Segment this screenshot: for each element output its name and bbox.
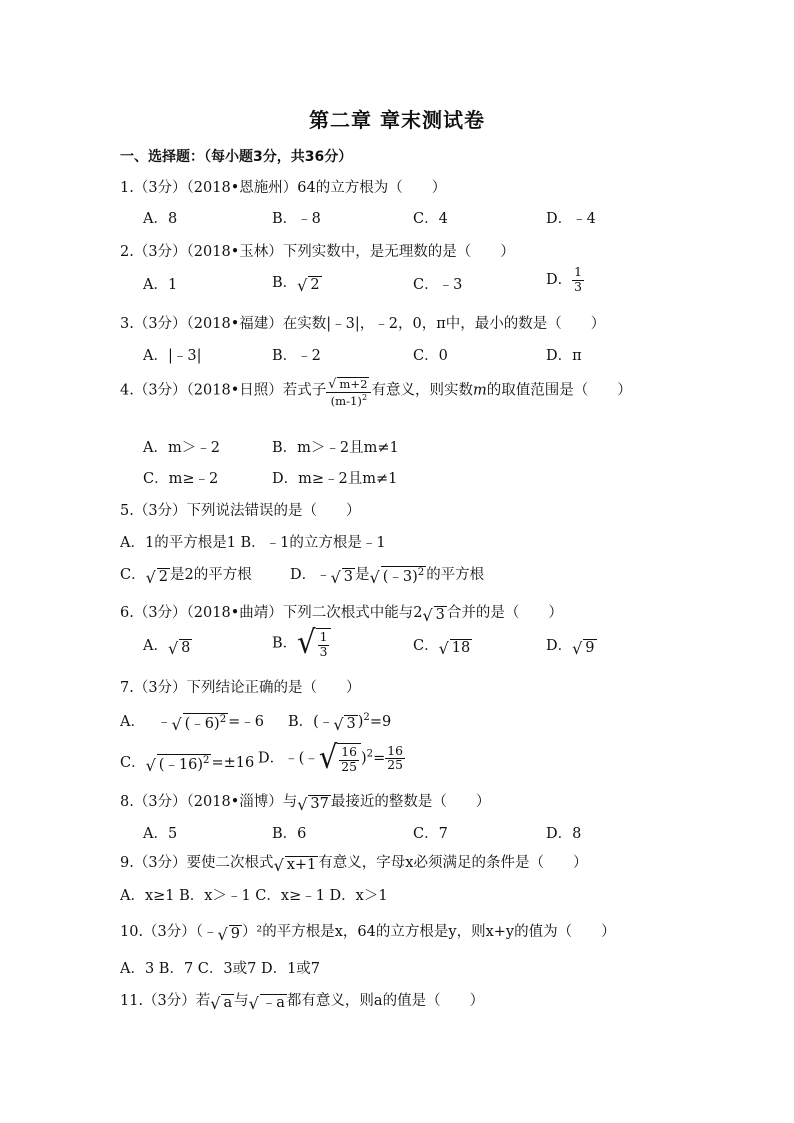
section-heading: 一、选择题：（每小题3分，共36分）: [120, 149, 353, 165]
q7-option-c: C． √ (﹣16)$^2$ =±16: [120, 754, 255, 775]
question-7: 7.（3分）下列结论正确的是（ ）: [120, 680, 361, 696]
q3-option-c: C．0: [413, 348, 448, 364]
q5-options-ab: A．1的平方根是1 B．﹣1的立方根是﹣1: [120, 535, 386, 551]
question-6: 6.（3分）（2018•曲靖）下列二次根式中能与2 √ 3 合并的是（ ）: [120, 605, 563, 625]
q4-option-d: D．m≥﹣2且m≠1: [272, 471, 398, 487]
q8-option-c: C．7: [413, 826, 448, 842]
q1-option-b: B．﹣8: [272, 211, 321, 227]
q4-option-c: C．m≥﹣2: [143, 471, 219, 487]
q5-option-d: D．﹣ √ 3 是 √ (﹣3)$^2$ 的平方根: [290, 566, 485, 587]
question-3: 3.（3分）（2018•福建）在实数|﹣3|，﹣2，0，π中，最小的数是（ ）: [120, 316, 606, 332]
q4-option-b: B．m＞﹣2且m≠1: [272, 440, 399, 456]
q2-option-c: C．﹣3: [413, 277, 463, 293]
q7-option-d: D．﹣(﹣ √ $\frac{16}{25}$ )$^2$= $\frac{16}{25}$: [258, 738, 403, 776]
q8-option-a: A．5: [143, 826, 178, 842]
q2-option-d: D． $\frac{1}{3}$: [546, 265, 582, 294]
q6-option-a: A． √ 8: [143, 638, 191, 658]
q1-option-c: C．4: [413, 211, 448, 227]
q8-option-d: D．8: [546, 826, 582, 842]
question-10: 10.（3分）（﹣ √ 9 ）²的平方根是x，64的立方根是y，则x+y的值为（ ）: [120, 924, 616, 944]
question-2: 2.（3分）（2018•玉林）下列实数中，是无理数的是（ ）: [120, 244, 515, 260]
question-4: 4.（3分）（2018•日照）若式子 √ m+2 $(m-1)^2$ 有意义，则实数m的取值范围是（ ）: [120, 374, 632, 407]
page-title: 第二章 章末测试卷: [309, 108, 485, 132]
q3-option-a: A．|﹣3|: [143, 348, 202, 364]
q3-option-b: B．﹣2: [272, 348, 321, 364]
q8-option-b: B．6: [272, 826, 307, 842]
question-1: 1.（3分）（2018•恩施州）64的立方根为（ ）: [120, 180, 447, 196]
q9-options: A．x≥1 B．x＞﹣1 C．x≥﹣1 D．x＞1: [120, 888, 388, 904]
q1-option-d: D．﹣4: [546, 211, 596, 227]
q2-option-a: A．1: [143, 277, 178, 293]
q6-option-c: C． √ 18: [413, 638, 471, 658]
q3-option-d: D．π: [546, 348, 582, 364]
question-9: 9.（3分）要使二次根式 √ x+1 有意义，字母x必须满足的条件是（ ）: [120, 855, 588, 875]
q7-option-b: B．(﹣ √ 3 )$^2$=9: [288, 712, 392, 734]
q2-option-b: B． √ 2: [272, 275, 320, 295]
q1-option-a: A．8: [143, 211, 178, 227]
q10-options: A．3 B．7 C．3或7 D．1或7: [120, 961, 321, 977]
q7-option-a: A． ﹣ √ (﹣6)$^2$ =﹣6: [120, 713, 265, 734]
q4-option-a: A．m＞﹣2: [143, 440, 220, 456]
q6-option-d: D． √ 9: [546, 638, 595, 658]
question-5: 5.（3分）下列说法错误的是（ ）: [120, 503, 361, 519]
question-8: 8.（3分）（2018•淄博）与 √ 37 最接近的整数是（ ）: [120, 794, 491, 814]
question-11: 11.（3分）若 √ a 与 √ ﹣a 都有意义，则a的值是（ ）: [120, 993, 485, 1013]
q5-option-c: C． √ 2 是2的平方根: [120, 567, 252, 587]
q6-option-b: B． √ $\frac{1}{3}$: [272, 628, 331, 659]
